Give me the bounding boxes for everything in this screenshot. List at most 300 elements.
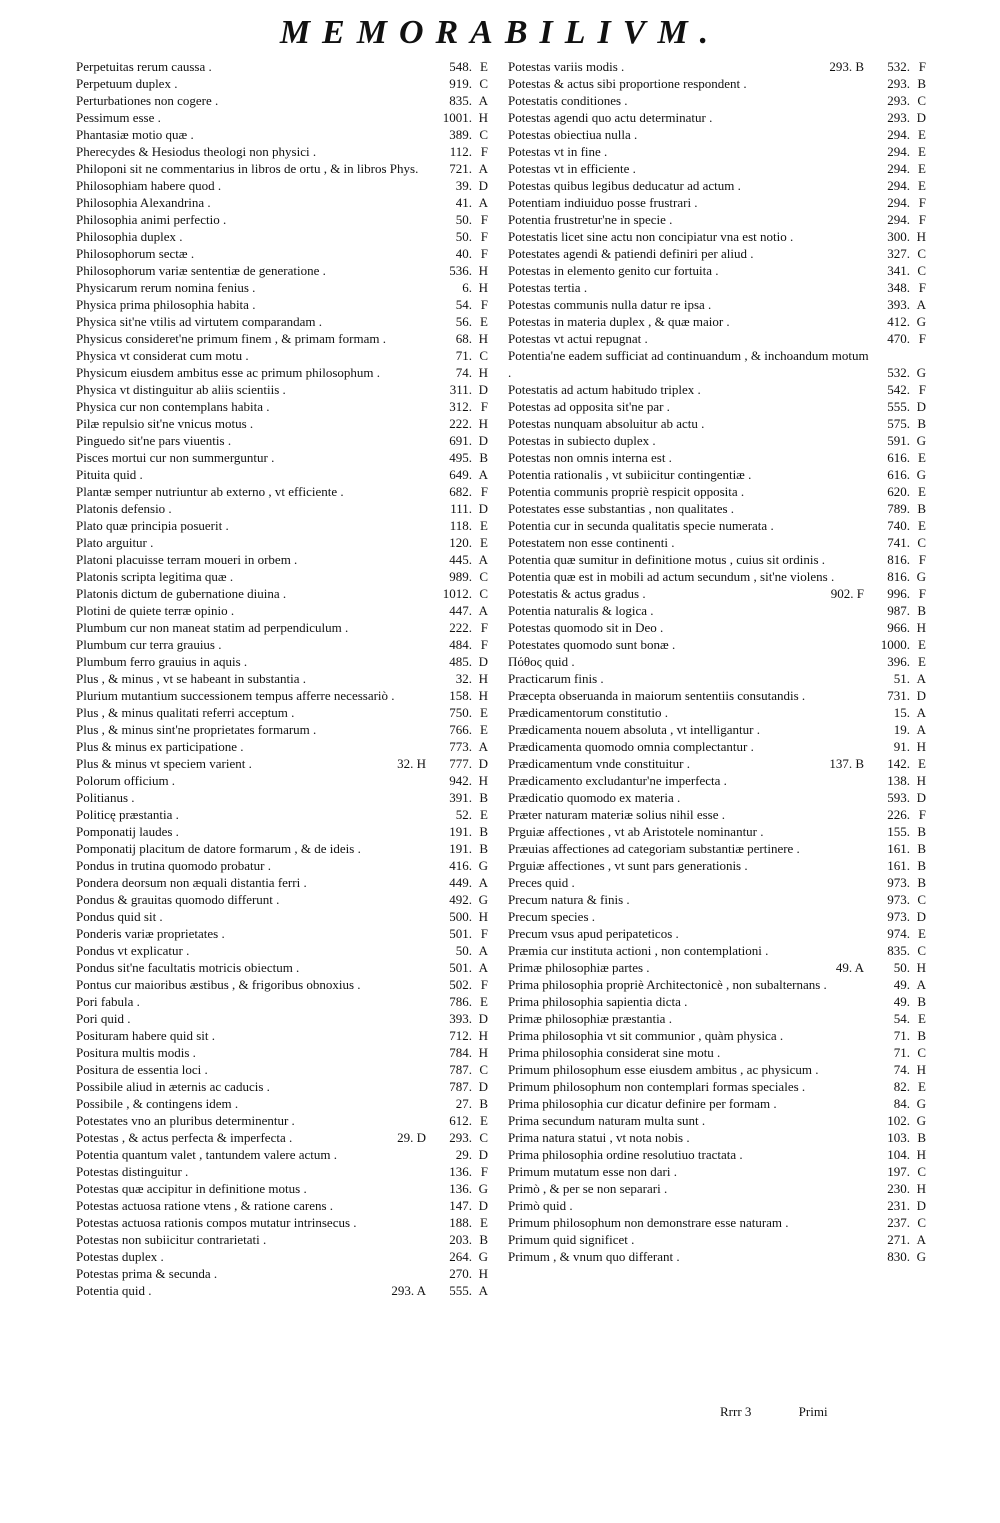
section-letter: D bbox=[478, 1147, 488, 1162]
index-entry bbox=[508, 602, 926, 619]
section-letter: E bbox=[918, 756, 926, 771]
index-entry-text: Polorum officium . bbox=[76, 773, 176, 788]
index-entry bbox=[508, 1095, 926, 1112]
section-letter: F bbox=[918, 212, 926, 227]
index-entry-text: Primum philosophum non contemplari formas speciales . bbox=[508, 1079, 806, 1094]
index-entry bbox=[508, 228, 926, 245]
index-entry bbox=[508, 704, 926, 721]
index-entry bbox=[76, 160, 488, 177]
index-entry-reference bbox=[436, 211, 488, 228]
section-letter: D bbox=[478, 756, 488, 771]
page-number: 620. bbox=[887, 484, 910, 499]
page-number: 293. bbox=[887, 76, 910, 91]
section-letter: H bbox=[478, 688, 488, 703]
page-number: 973. bbox=[887, 875, 910, 890]
index-entry-text: Pondus & grauitas quomodo differunt . bbox=[76, 892, 280, 907]
index-entry-reference bbox=[436, 1180, 488, 1197]
index-entry-text: Potestas quibus legibus deducatur ad actum . bbox=[508, 178, 741, 193]
page-number: 593. bbox=[887, 790, 910, 805]
index-entry-text: Pondus in trutina quomodo probatur . bbox=[76, 858, 271, 873]
index-entry-reference bbox=[436, 874, 488, 891]
page-number: 161. bbox=[887, 841, 910, 856]
index-entry-reference bbox=[829, 755, 926, 772]
page-number: 294. bbox=[887, 127, 910, 142]
section-letter: H bbox=[478, 263, 488, 278]
index-entry bbox=[76, 228, 488, 245]
index-entry-reference bbox=[436, 109, 488, 126]
page-number: 502. bbox=[449, 977, 472, 992]
index-entry-reference bbox=[874, 177, 926, 194]
page-number: 485. bbox=[449, 654, 472, 669]
index-entry-text: Philosophia duplex . bbox=[76, 229, 183, 244]
index-entry-text: Plantæ semper nutriuntur ab externo , vt efficiente . bbox=[76, 484, 344, 499]
index-entry-text: Potestas variis modis . bbox=[508, 59, 625, 74]
page-number: 136. bbox=[449, 1164, 472, 1179]
section-letter: A bbox=[478, 739, 488, 754]
index-entry bbox=[508, 500, 926, 517]
section-letter: D bbox=[478, 382, 488, 397]
page-number: 74. bbox=[455, 365, 472, 380]
index-entry-reference bbox=[874, 143, 926, 160]
section-letter: F bbox=[918, 382, 926, 397]
index-entry-reference bbox=[836, 959, 926, 976]
index-entry bbox=[76, 1078, 488, 1095]
index-entry-reference bbox=[436, 772, 488, 789]
section-letter: A bbox=[478, 603, 488, 618]
index-entry-text: Posituram habere quid sit . bbox=[76, 1028, 216, 1043]
index-entry bbox=[508, 993, 926, 1010]
section-letter: C bbox=[917, 535, 926, 550]
index-entry bbox=[508, 466, 926, 483]
section-letter: F bbox=[480, 620, 488, 635]
page-number: 532. bbox=[887, 365, 910, 380]
page-number: 830. bbox=[887, 1249, 910, 1264]
index-entry bbox=[508, 381, 926, 398]
page-number: 542. bbox=[887, 382, 910, 397]
index-entry-text: Plumbum cur non maneat statim ad perpendiculum . bbox=[76, 620, 349, 635]
index-entry bbox=[76, 636, 488, 653]
page-number: 649. bbox=[449, 467, 472, 482]
page-number: 27. bbox=[455, 1096, 472, 1111]
page-number: 555. bbox=[449, 1283, 472, 1298]
index-entry-reference bbox=[874, 1163, 926, 1180]
index-entry-reference bbox=[874, 109, 926, 126]
section-letter: F bbox=[480, 297, 488, 312]
index-entry-text: Phantasiæ motio quæ . bbox=[76, 127, 194, 142]
index-entry bbox=[76, 177, 488, 194]
index-entry bbox=[508, 925, 926, 942]
index-entry bbox=[508, 432, 926, 449]
index-entry bbox=[76, 364, 488, 381]
index-entry-reference bbox=[829, 58, 926, 75]
page-number: 138. bbox=[887, 773, 910, 788]
index-entry-reference bbox=[436, 160, 488, 177]
index-entry-text: Plus , & minus , vt se habeant in substantia . bbox=[76, 671, 307, 686]
index-entry-reference bbox=[874, 789, 926, 806]
index-entry-reference bbox=[874, 245, 926, 262]
index-entry-text: Plus & minus vt speciem varient . bbox=[76, 756, 252, 771]
section-letter: E bbox=[480, 314, 488, 329]
index-entry-text: Pori fabula . bbox=[76, 994, 140, 1009]
index-entry-reference bbox=[874, 738, 926, 755]
index-entry-reference bbox=[436, 1231, 488, 1248]
section-letter: H bbox=[916, 1181, 926, 1196]
page-number: 49. bbox=[893, 977, 910, 992]
page-number: 393. bbox=[449, 1011, 472, 1026]
index-entry-text: Politicę præstantia . bbox=[76, 807, 179, 822]
index-entry bbox=[508, 976, 926, 993]
index-entry-text: Potestates agendi & patiendi definiri per aliud . bbox=[508, 246, 754, 261]
index-entry-text: Possibile aliud in æternis ac caducis . bbox=[76, 1079, 270, 1094]
index-entry bbox=[76, 1265, 488, 1282]
page-number: 974. bbox=[887, 926, 910, 941]
index-entry-text: Preces quid . bbox=[508, 875, 575, 890]
section-letter: C bbox=[479, 1062, 488, 1077]
page-number: 197. bbox=[887, 1164, 910, 1179]
page-number: 484. bbox=[449, 637, 472, 652]
index-entry-reference bbox=[436, 177, 488, 194]
index-entry-text: Prima philosophia cur dicatur definire per formam . bbox=[508, 1096, 777, 1111]
section-letter: H bbox=[916, 739, 926, 754]
section-letter: G bbox=[478, 1181, 488, 1196]
index-entry-text: Primæ philosophiæ præstantia . bbox=[508, 1011, 672, 1026]
page-number: 54. bbox=[455, 297, 472, 312]
page-number: 500. bbox=[449, 909, 472, 924]
page-number: 264. bbox=[449, 1249, 472, 1264]
section-letter: E bbox=[918, 926, 926, 941]
index-entry bbox=[508, 687, 926, 704]
index-entry-text: Philosophorum variæ sententiæ de generatione . bbox=[76, 263, 326, 278]
index-entry-text: Prædicamenta nouem absoluta , vt intelligantur . bbox=[508, 722, 761, 737]
page-number: 575. bbox=[887, 416, 910, 431]
index-entry bbox=[508, 670, 926, 687]
index-entry bbox=[76, 211, 488, 228]
index-entry-text: Potestas non omnis interna est . bbox=[508, 450, 672, 465]
index-entry-reference bbox=[874, 704, 926, 721]
index-entry-text: Potestas vt actui repugnat . bbox=[508, 331, 648, 346]
index-entry-reference bbox=[436, 1248, 488, 1265]
page-number: 787. bbox=[449, 1079, 472, 1094]
secondary-page-reference: 293. A bbox=[391, 1283, 426, 1298]
index-entry bbox=[76, 534, 488, 551]
page-number: 293. bbox=[887, 110, 910, 125]
section-letter: B bbox=[917, 76, 926, 91]
index-entry-reference bbox=[874, 75, 926, 92]
index-entry-reference bbox=[874, 160, 926, 177]
index-entry-reference bbox=[436, 959, 488, 976]
index-entry bbox=[76, 874, 488, 891]
index-entry bbox=[508, 449, 926, 466]
index-entry-reference bbox=[874, 840, 926, 857]
index-entry-text: Prædicatio quomodo ex materia . bbox=[508, 790, 681, 805]
page-number: 222. bbox=[449, 416, 472, 431]
section-letter: C bbox=[479, 1130, 488, 1145]
index-entry-text: Potestas duplex . bbox=[76, 1249, 164, 1264]
section-letter: F bbox=[480, 637, 488, 652]
index-entry-reference bbox=[831, 585, 926, 602]
index-entry-reference bbox=[397, 1129, 488, 1146]
page-number: 492. bbox=[449, 892, 472, 907]
page-number: 32. bbox=[455, 671, 472, 686]
section-letter: H bbox=[478, 1045, 488, 1060]
page-number: 973. bbox=[887, 892, 910, 907]
index-entry-reference bbox=[436, 347, 488, 364]
page-number: 536. bbox=[449, 263, 472, 278]
index-entry-text: Præmia cur instituta actioni , non contemplationi . bbox=[508, 943, 769, 958]
page-number: 389. bbox=[449, 127, 472, 142]
index-entry bbox=[508, 1061, 926, 1078]
index-entry-text: Primum philosophum esse eiusdem ambitus , ac physicum . bbox=[508, 1062, 819, 1077]
section-letter: E bbox=[480, 1113, 488, 1128]
index-entry bbox=[76, 347, 488, 364]
index-entry-text: Prima philosophia propriè Architectonicè , non subalternans . bbox=[508, 977, 827, 992]
section-letter: F bbox=[480, 1164, 488, 1179]
section-letter: D bbox=[478, 654, 488, 669]
index-entry-reference bbox=[436, 653, 488, 670]
section-letter: D bbox=[478, 178, 488, 193]
section-letter: F bbox=[480, 229, 488, 244]
index-entry-text: Potestas nunquam absoluitur ab actu . bbox=[508, 416, 705, 431]
index-entry bbox=[508, 534, 926, 551]
index-entry bbox=[508, 483, 926, 500]
page-number: 449. bbox=[449, 875, 472, 890]
index-entry-reference bbox=[874, 262, 926, 279]
index-entry-reference bbox=[874, 398, 926, 415]
index-entry bbox=[508, 194, 926, 211]
index-entry-reference bbox=[874, 1078, 926, 1095]
page-number: 532. bbox=[887, 59, 910, 74]
index-entry-reference bbox=[436, 823, 488, 840]
page-number: 740. bbox=[887, 518, 910, 533]
index-entry bbox=[76, 1112, 488, 1129]
index-entry-reference bbox=[874, 483, 926, 500]
index-entry bbox=[76, 772, 488, 789]
page-number: 54. bbox=[893, 1011, 910, 1026]
section-letter: A bbox=[478, 467, 488, 482]
index-column-left bbox=[76, 58, 488, 1299]
index-entry-reference bbox=[436, 517, 488, 534]
index-entry bbox=[508, 806, 926, 823]
index-entry bbox=[76, 857, 488, 874]
section-letter: G bbox=[916, 1113, 926, 1128]
index-entry-reference bbox=[436, 364, 488, 381]
page-number: 68. bbox=[455, 331, 472, 346]
index-entry-text: Potentia cur in secunda qualitatis specie numerata . bbox=[508, 518, 774, 533]
index-entry-text: Pomponatij laudes . bbox=[76, 824, 179, 839]
secondary-page-reference: 29. D bbox=[397, 1130, 426, 1145]
index-entry bbox=[508, 1197, 926, 1214]
index-entry-text: Potestas vt in fine . bbox=[508, 144, 608, 159]
page-number: 548. bbox=[449, 59, 472, 74]
page-number: 721. bbox=[449, 161, 472, 176]
index-entry-text: Primæ philosophiæ partes . bbox=[508, 960, 650, 975]
page-number: 49. bbox=[893, 994, 910, 1009]
page-number: 82. bbox=[893, 1079, 910, 1094]
index-entry-reference bbox=[874, 602, 926, 619]
index-entry-text: Primum philosophum non demonstrare esse naturam . bbox=[508, 1215, 789, 1230]
section-letter: H bbox=[916, 1147, 926, 1162]
index-entry-text: Potestates esse substantias , non qualitates . bbox=[508, 501, 735, 516]
page-number: 766. bbox=[449, 722, 472, 737]
section-letter: B bbox=[917, 603, 926, 618]
index-entry bbox=[76, 840, 488, 857]
section-letter: G bbox=[916, 569, 926, 584]
index-entry-text: Pondus vt explicatur . bbox=[76, 943, 190, 958]
section-letter: B bbox=[479, 1232, 488, 1247]
page-number: 495. bbox=[449, 450, 472, 465]
section-letter: F bbox=[480, 926, 488, 941]
section-letter: H bbox=[478, 671, 488, 686]
page-number: 412. bbox=[887, 314, 910, 329]
index-entry-reference bbox=[874, 1180, 926, 1197]
page-number: 311. bbox=[449, 382, 472, 397]
page-number: 29. bbox=[455, 1147, 472, 1162]
page-number: 327. bbox=[887, 246, 910, 261]
index-entry-reference bbox=[436, 245, 488, 262]
section-letter: A bbox=[478, 960, 488, 975]
section-letter: E bbox=[918, 1079, 926, 1094]
page-number: 786. bbox=[449, 994, 472, 1009]
index-entry-reference bbox=[436, 1112, 488, 1129]
index-entry-text: Potentia quantum valet , tantundem valere actum . bbox=[76, 1147, 338, 1162]
section-letter: D bbox=[478, 433, 488, 448]
index-entry-reference bbox=[874, 92, 926, 109]
index-entry-text: Potestatis ad actum habitudo triplex . bbox=[508, 382, 701, 397]
page-number: 470. bbox=[887, 331, 910, 346]
index-entry-text: Physicus consideret'ne primum finem , & primam formam . bbox=[76, 331, 386, 346]
index-entry-text: Pherecydes & Hesiodus theologi non physici . bbox=[76, 144, 317, 159]
page-number: 293. bbox=[887, 93, 910, 108]
section-letter: H bbox=[916, 1062, 926, 1077]
page-number: 612. bbox=[449, 1113, 472, 1128]
section-letter: A bbox=[478, 93, 488, 108]
index-entry-text: Primò quid . bbox=[508, 1198, 573, 1213]
page-number: 294. bbox=[887, 161, 910, 176]
index-entry-text: Potestas , & actus perfecta & imperfecta . bbox=[76, 1130, 293, 1145]
index-entry-reference bbox=[436, 92, 488, 109]
index-entry-reference bbox=[436, 398, 488, 415]
index-entry-reference bbox=[436, 126, 488, 143]
index-entry bbox=[508, 823, 926, 840]
index-entry bbox=[76, 330, 488, 347]
index-entry-text: Precum species . bbox=[508, 909, 596, 924]
secondary-page-reference: 137. B bbox=[829, 756, 864, 771]
section-letter: C bbox=[479, 569, 488, 584]
index-entry bbox=[508, 58, 926, 75]
index-entry bbox=[508, 1146, 926, 1163]
index-entry-text: Potentia frustretur'ne in specie . bbox=[508, 212, 673, 227]
section-letter: G bbox=[916, 314, 926, 329]
index-entry-reference bbox=[874, 874, 926, 891]
index-entry-text: Plus , & minus qualitati referri acceptum . bbox=[76, 705, 295, 720]
index-entry bbox=[508, 245, 926, 262]
section-letter: E bbox=[918, 144, 926, 159]
index-entry bbox=[508, 313, 926, 330]
index-entry-reference bbox=[436, 806, 488, 823]
index-entry-reference bbox=[874, 568, 926, 585]
index-entry bbox=[508, 755, 926, 772]
index-entry-text: Prædicamentum vnde constituitur . bbox=[508, 756, 690, 771]
page-number: 50. bbox=[455, 212, 472, 227]
section-letter: C bbox=[479, 127, 488, 142]
section-letter: E bbox=[480, 59, 488, 74]
index-entry-reference bbox=[436, 381, 488, 398]
index-entry-text: Precum vsus apud peripateticos . bbox=[508, 926, 679, 941]
index-entry-text: Physicum eiusdem ambitus esse ac primum philosophum . bbox=[76, 365, 381, 380]
index-entry bbox=[508, 840, 926, 857]
page-number: 391. bbox=[449, 790, 472, 805]
index-entry-text: Plus , & minus sint'ne proprietates formarum . bbox=[76, 722, 317, 737]
index-entry bbox=[76, 126, 488, 143]
index-entry-reference bbox=[874, 993, 926, 1010]
section-letter: F bbox=[918, 807, 926, 822]
page-number: 393. bbox=[887, 297, 910, 312]
index-entry bbox=[508, 1180, 926, 1197]
signature-mark: Rrrr 3 bbox=[720, 1404, 752, 1419]
index-entry-text: Perpetuum duplex . bbox=[76, 76, 178, 91]
index-entry-reference bbox=[436, 1265, 488, 1282]
section-letter: D bbox=[916, 688, 926, 703]
index-entry-text: Platoni placuisse terram moueri in orbem . bbox=[76, 552, 298, 567]
index-entry-reference bbox=[436, 925, 488, 942]
index-entry bbox=[76, 721, 488, 738]
index-entry-text: Practicarum finis . bbox=[508, 671, 604, 686]
index-entry-text: Pilæ repulsio sit'ne vnicus motus . bbox=[76, 416, 254, 431]
index-entry bbox=[508, 1112, 926, 1129]
index-entry-reference bbox=[874, 619, 926, 636]
index-entry-reference bbox=[874, 1197, 926, 1214]
page-number: 158. bbox=[449, 688, 472, 703]
section-letter: D bbox=[478, 1011, 488, 1026]
section-letter: H bbox=[478, 773, 488, 788]
index-entry-text: Potentia naturalis & logica . bbox=[508, 603, 654, 618]
index-entry-reference bbox=[874, 908, 926, 925]
index-entry-reference bbox=[874, 415, 926, 432]
index-entry-reference bbox=[874, 636, 926, 653]
page-number: 987. bbox=[887, 603, 910, 618]
section-letter: H bbox=[916, 620, 926, 635]
section-letter: H bbox=[916, 773, 926, 788]
index-entry bbox=[508, 585, 926, 602]
section-letter: B bbox=[917, 875, 926, 890]
page-number: 682. bbox=[449, 484, 472, 499]
index-entry-text: Philosophia Alexandrina . bbox=[76, 195, 211, 210]
section-letter: E bbox=[918, 654, 926, 669]
index-entry bbox=[508, 330, 926, 347]
index-entry bbox=[76, 449, 488, 466]
section-letter: F bbox=[480, 484, 488, 499]
section-letter: D bbox=[478, 1198, 488, 1213]
section-letter: G bbox=[916, 467, 926, 482]
index-entry-text: Plumbum ferro grauius in aquis . bbox=[76, 654, 248, 669]
index-entry-reference bbox=[874, 891, 926, 908]
index-entry bbox=[76, 738, 488, 755]
index-entry-text: Potestatem non esse continenti . bbox=[508, 535, 675, 550]
index-entry bbox=[508, 1078, 926, 1095]
section-letter: E bbox=[480, 807, 488, 822]
index-entry-reference bbox=[436, 1163, 488, 1180]
index-entry-reference bbox=[436, 551, 488, 568]
page-number: 447. bbox=[449, 603, 472, 618]
index-entry bbox=[76, 466, 488, 483]
index-entry-reference bbox=[436, 891, 488, 908]
index-entry-reference bbox=[436, 415, 488, 432]
index-entry bbox=[76, 602, 488, 619]
index-entry bbox=[76, 245, 488, 262]
index-entry bbox=[76, 1214, 488, 1231]
index-entry-reference bbox=[874, 279, 926, 296]
page-number: 161. bbox=[887, 858, 910, 873]
